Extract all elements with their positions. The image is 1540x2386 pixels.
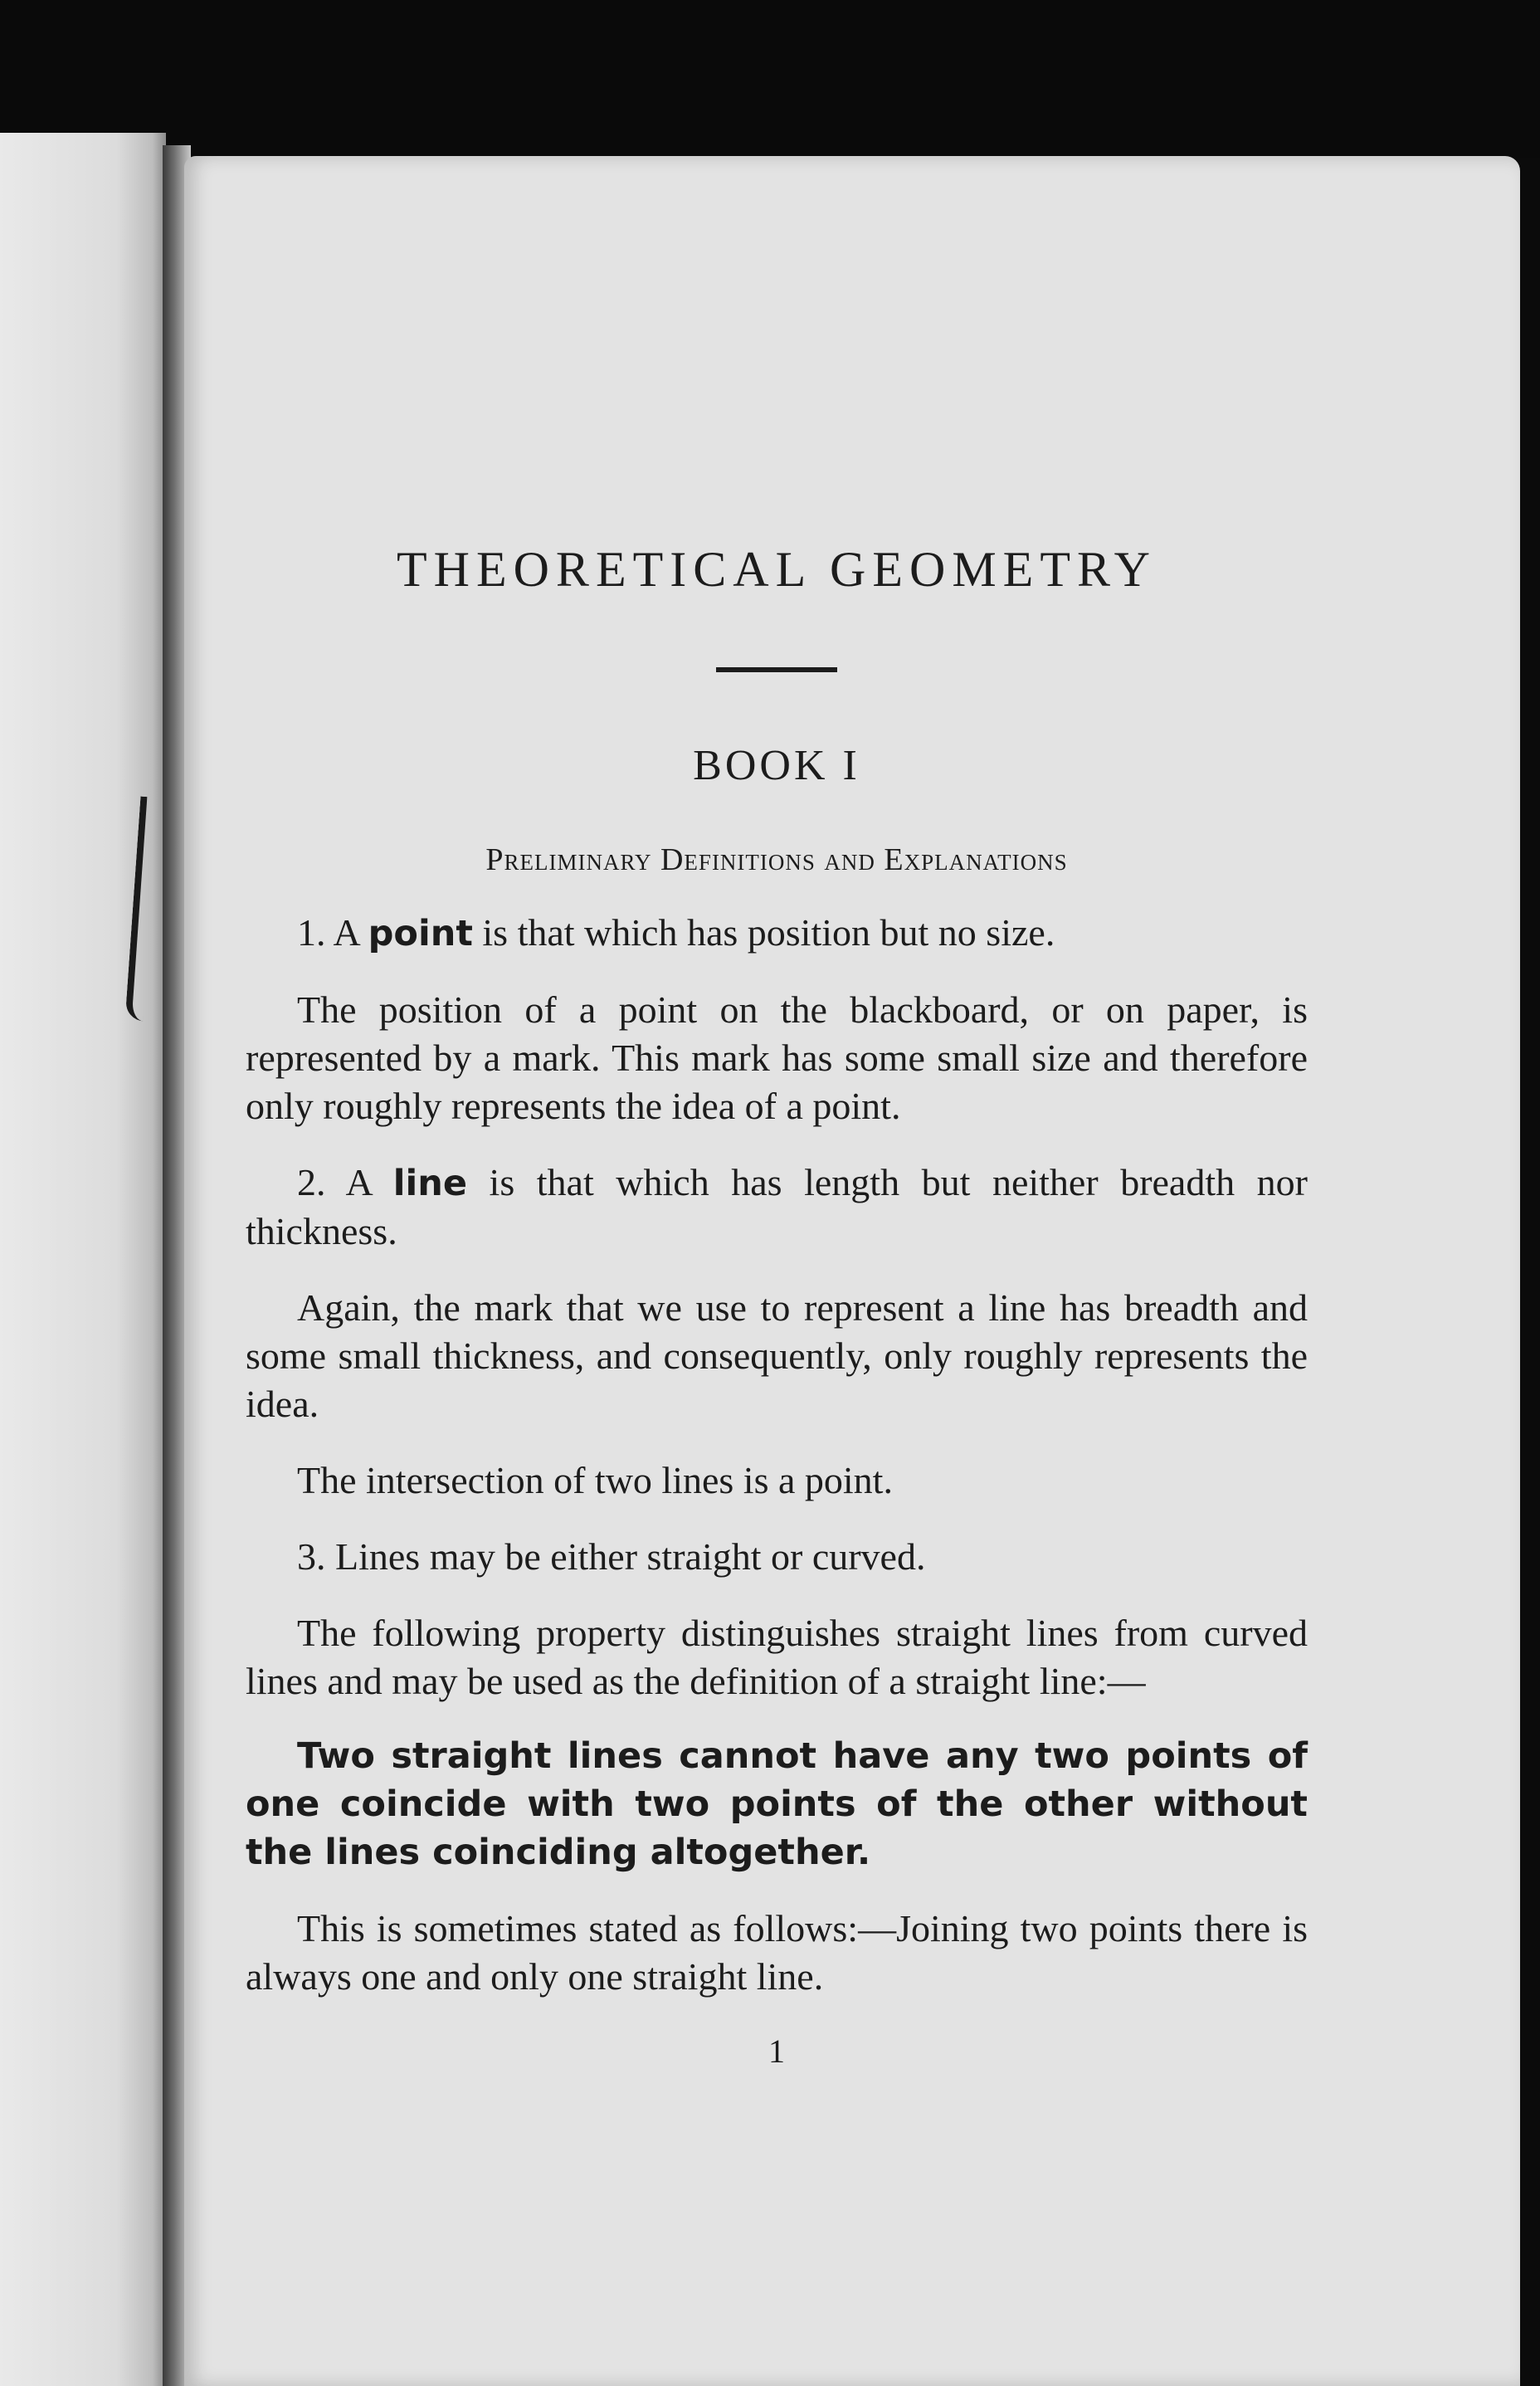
definition-text: is that which has length but neither breadth nor thickness. <box>246 1161 1308 1253</box>
axiom-statement: Two straight lines cannot have any two points of one coincide with two points of the other without the lines coinciding altogether. <box>246 1735 1308 1874</box>
page-content <box>246 531 1308 2072</box>
paragraph: This is sometimes stated as follows:—Joining two points there is always one and only one straight line. <box>246 1907 1308 1998</box>
defined-term: line <box>392 1163 467 1205</box>
scan-background <box>0 0 1540 158</box>
paragraph: The position of a point on the blackboard, or on paper, is represented by a mark. This mark has some small size and therefore only roughly represents the idea of a point. <box>246 988 1308 1128</box>
defined-term: point <box>368 913 473 955</box>
section-subtitle: Preliminary Definitions and Explanations <box>485 842 1068 878</box>
page-title: THEORETICAL GEOMETRY <box>396 542 1157 597</box>
page-number: 1 <box>768 2032 785 2071</box>
title-rule <box>716 667 837 672</box>
definition-number: 2. A <box>297 1161 372 1204</box>
paragraph: 3. Lines may be either straight or curved. <box>297 1535 926 1578</box>
facing-page-edge <box>0 133 166 2386</box>
book-heading: BOOK I <box>693 742 860 789</box>
definition-number: 1. A <box>297 911 359 954</box>
definition-line <box>246 1159 1308 1256</box>
definition-point <box>246 909 1308 958</box>
paragraph: The intersection of two lines is a point. <box>297 1459 893 1502</box>
paragraph: The following property distinguishes straight lines from curved lines and may be used as the definition of a straight line:— <box>246 1612 1308 1703</box>
definition-text: is that which has position but no size. <box>482 911 1055 954</box>
paragraph: Again, the mark that we use to represent a line has breadth and some small thickness, and consequently, only roughly represents the idea. <box>246 1286 1308 1426</box>
